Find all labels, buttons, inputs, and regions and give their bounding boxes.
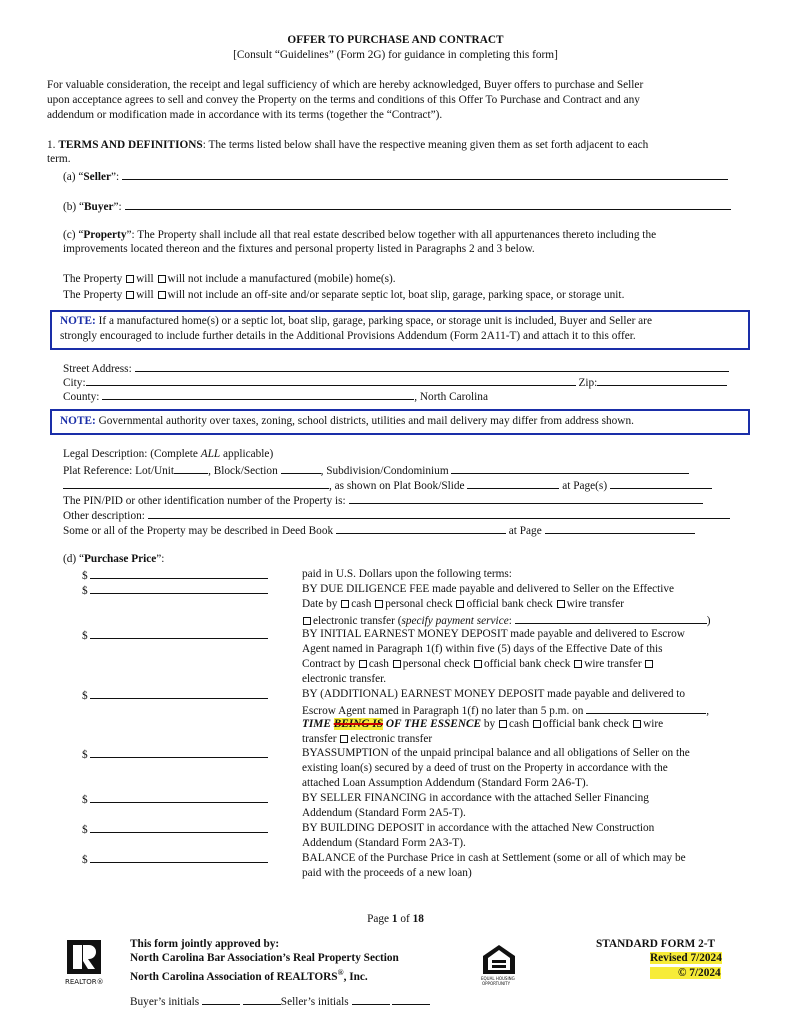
add-line-1: BY (ADDITIONAL) EARNEST MONEY DEPOSIT made payable and delivered to — [302, 688, 686, 700]
property-line-2: improvements located thereon and the fixtures and personal property listed in Paragraphs 2 and 3 below. — [63, 243, 535, 255]
section-1-text: : The terms listed below shall have the respective meaning given them as set forth adjacent to each — [202, 139, 649, 151]
dd-line-2: Date by cash personal check official bank check wire transfer — [302, 598, 625, 610]
bal-line-2: paid with the proceeds of a new loan) — [302, 867, 472, 879]
add-electronic-checkbox[interactable] — [340, 735, 348, 743]
purchase-price-heading: (d) “Purchase Price”: — [63, 553, 165, 565]
realtor-logo — [64, 940, 104, 986]
city-row: City: Zip: — [63, 374, 727, 391]
additional-em-field[interactable] — [90, 687, 268, 699]
em-official-check-checkbox[interactable] — [474, 660, 482, 668]
bd-line-1: BY BUILDING DEPOSIT in accordance with the attached New Construction — [302, 822, 655, 834]
county-row: County: , North Carolina — [63, 388, 488, 405]
as-line-2: existing loan(s) secured by a deed of trust on the Property in accordance with the — [302, 762, 668, 774]
mh-will-checkbox[interactable] — [126, 275, 134, 283]
buyer-initials-2[interactable] — [243, 993, 281, 1005]
initial-em-field[interactable] — [90, 627, 268, 639]
street-row: Street Address: — [63, 360, 729, 377]
purchase-price-amount: $ — [82, 567, 268, 584]
buyer-row: (b) “Buyer”: — [63, 198, 731, 215]
section-1-text-2: term. — [47, 153, 71, 165]
em-personal-check-checkbox[interactable] — [393, 660, 401, 668]
plat-page-field[interactable] — [610, 477, 712, 489]
as-line-3: attached Loan Assumption Addendum (Standard Form 2A6-T). — [302, 777, 589, 789]
dd-personal-check-checkbox[interactable] — [375, 600, 383, 608]
initials-row: Buyer’s initials Seller’s initials — [130, 993, 430, 1010]
add-line-2: Escrow Agent named in Paragraph 1(f) no later than 5 p.m. on , — [302, 702, 709, 719]
add-official-check-checkbox[interactable] — [533, 720, 541, 728]
form-id: STANDARD FORM 2-T — [596, 938, 716, 950]
deed-book-row: Some or all of the Property may be described in Deed Book at Page — [63, 522, 695, 539]
seller-financing-amount: $ — [82, 791, 268, 808]
street-field[interactable] — [135, 360, 729, 372]
dd-line-1: BY DUE DILIGENCE FEE made payable and delivered to Seller on the Effective — [302, 583, 675, 595]
deed-book-field[interactable] — [336, 522, 506, 534]
block-section-field[interactable] — [281, 462, 321, 474]
em-line-2: Agent named in Paragraph 1(f) within five (5) days of the Effective Date of this — [302, 643, 663, 655]
approval-line: This form jointly approved by: — [130, 938, 280, 950]
building-deposit-field[interactable] — [90, 821, 268, 833]
note-label: NOTE: — [60, 315, 96, 327]
intro-line-3: addendum or modification made in accordance with its terms (together the “Contract”). — [47, 109, 443, 121]
em-line-4: electronic transfer. — [302, 673, 387, 685]
offsite-row: The Property will will not include an off-site and/or separate septic lot, boat slip, garage, parking space, or storage unit. — [63, 289, 625, 301]
dd-official-check-checkbox[interactable] — [456, 600, 464, 608]
note-manufactured-home: NOTE: If a manufactured home(s) or a septic lot, boat slip, garage, parking space, or storage unit is included, Buyer and Seller are strongly encouraged to include further details in the Additional Provisions Addendum (Form 2A11-T) and attach it to this offer. — [50, 310, 750, 350]
assumption-amount: $ — [82, 746, 268, 763]
bal-line-1: BALANCE of the Purchase Price in cash at Settlement (some or all of which may be — [302, 852, 686, 864]
bar-association: North Carolina Bar Association’s Real Property Section — [130, 952, 399, 964]
section-number: 1. — [47, 139, 56, 151]
county-field[interactable] — [102, 388, 414, 400]
buyer-field[interactable] — [125, 198, 731, 210]
lot-unit-field[interactable] — [174, 462, 208, 474]
seller-initials-2[interactable] — [392, 993, 430, 1005]
balance-field[interactable] — [90, 851, 268, 863]
note-label: NOTE: — [60, 415, 96, 427]
due-diligence-field[interactable] — [90, 582, 268, 594]
em-electronic-checkbox[interactable] — [645, 660, 653, 668]
dd-cash-checkbox[interactable] — [341, 600, 349, 608]
pin-row: The PIN/PID or other identification number of the Property is: — [63, 492, 703, 509]
equal-housing-icon — [481, 944, 517, 986]
seller-initials-1[interactable] — [352, 993, 390, 1005]
additional-em-amount: $ — [82, 687, 268, 704]
city-field[interactable] — [86, 374, 576, 386]
em-cash-checkbox[interactable] — [359, 660, 367, 668]
pin-field[interactable] — [349, 492, 703, 504]
plat-book-row: , as shown on Plat Book/Slide at Page(s) — [63, 477, 712, 494]
page-number: Page 1 of 18 — [367, 913, 424, 925]
em-line-3: Contract by cash personal check official bank check wire transfer — [302, 657, 655, 672]
em-line-1: BY INITIAL EARNEST MONEY DEPOSIT made payable and delivered to Escrow — [302, 628, 685, 640]
initial-em-amount: $ — [82, 627, 268, 644]
form-title: OFFER TO PURCHASE AND CONTRACT — [287, 34, 504, 46]
balance-amount: $ — [82, 851, 268, 868]
other-description-field[interactable] — [148, 507, 730, 519]
seller-label: Seller — [83, 171, 111, 183]
property-label: Property — [83, 229, 127, 241]
equal-housing-logo — [481, 944, 517, 986]
intro-line-2: upon acceptance agrees to sell and convey the Property on the terms and conditions of this Offer To Purchase and Contract and any — [47, 94, 640, 106]
assumption-field[interactable] — [90, 746, 268, 758]
os-will-not-checkbox[interactable] — [158, 291, 166, 299]
svg-text:OPPORTUNITY: OPPORTUNITY — [482, 981, 511, 986]
as-line-1: BYASSUMPTION of the unpaid principal balance and all obligations of Seller on the — [302, 747, 690, 759]
copyright: © 7/2024 — [650, 966, 721, 981]
payment-service-field[interactable] — [515, 612, 707, 624]
bd-line-2: Addendum (Standard Form 2A3-T). — [302, 837, 466, 849]
add-line-4: transfer electronic transfer — [302, 733, 433, 745]
svg-text:REALTOR®: REALTOR® — [65, 978, 104, 986]
note-governmental: NOTE: Governmental authority over taxes, zoning, school districts, utilities and mail delivery may differ from address shown. — [50, 409, 750, 435]
add-wire-checkbox[interactable] — [633, 720, 641, 728]
dd-electronic-checkbox[interactable] — [303, 617, 311, 625]
form-subtitle: [Consult “Guidelines” (Form 2G) for guidance in completing this form] — [233, 49, 558, 61]
deed-page-field[interactable] — [545, 522, 695, 534]
struck-text: BEING IS — [333, 718, 383, 730]
os-will-checkbox[interactable] — [126, 291, 134, 299]
dd-wire-checkbox[interactable] — [557, 600, 565, 608]
sf-line-1: BY SELLER FINANCING in accordance with the attached Seller Financing — [302, 792, 649, 804]
section-heading: TERMS AND DEFINITIONS — [58, 139, 203, 151]
revised-date: Revised 7/2024 — [650, 952, 722, 964]
add-line-3: TIME BEING IS OF THE ESSENCE by cash official bank check wire — [302, 718, 664, 730]
dd-line-3: electronic transfer (specify payment service: ) — [302, 612, 710, 629]
realtor-logo-icon — [64, 940, 104, 986]
property-line-1: (c) “Property”: The Property shall include all that real estate described below together with all appurtenances thereto including the — [63, 229, 657, 241]
purchase-price-field[interactable] — [90, 567, 268, 579]
plat-book-field[interactable] — [467, 477, 559, 489]
intro-line-1: For valuable consideration, the receipt and legal sufficiency of which are hereby acknowledged, Buyer offers to purchase and Seller — [47, 79, 644, 91]
section-1-heading-line — [47, 138, 648, 153]
due-diligence-amount: $ — [82, 582, 268, 599]
seller-row: (a) “Seller”: — [63, 168, 728, 185]
buyer-initials-1[interactable] — [202, 993, 240, 1005]
realtors-association: North Carolina Association of REALTORS®, Inc. — [130, 968, 368, 983]
seller-field[interactable] — [122, 168, 728, 180]
mh-will-not-checkbox[interactable] — [158, 275, 166, 283]
buyer-label: Buyer — [84, 201, 114, 213]
seller-financing-field[interactable] — [90, 791, 268, 803]
svg-text:EQUAL HOUSING: EQUAL HOUSING — [481, 976, 515, 981]
em-wire-checkbox[interactable] — [574, 660, 582, 668]
purchase-price-terms: paid in U.S. Dollars upon the following terms: — [302, 568, 512, 580]
other-description-row: Other description: — [63, 507, 730, 524]
legal-description-row: Legal Description: (Complete ALL applicable) — [63, 448, 274, 460]
sf-line-2: Addendum (Standard Form 2A5-T). — [302, 807, 466, 819]
add-cash-checkbox[interactable] — [499, 720, 507, 728]
subdivision-field[interactable] — [451, 462, 689, 474]
plat-field[interactable] — [63, 477, 329, 489]
plat-reference-row: Plat Reference: Lot/Unit , Block/Section , Subdivision/Condominium — [63, 462, 689, 479]
zip-field[interactable] — [597, 374, 727, 386]
building-deposit-amount: $ — [82, 821, 268, 838]
manufactured-home-row: The Property will will not include a manufactured (mobile) home(s). — [63, 273, 396, 285]
additional-em-date-field[interactable] — [586, 702, 706, 714]
